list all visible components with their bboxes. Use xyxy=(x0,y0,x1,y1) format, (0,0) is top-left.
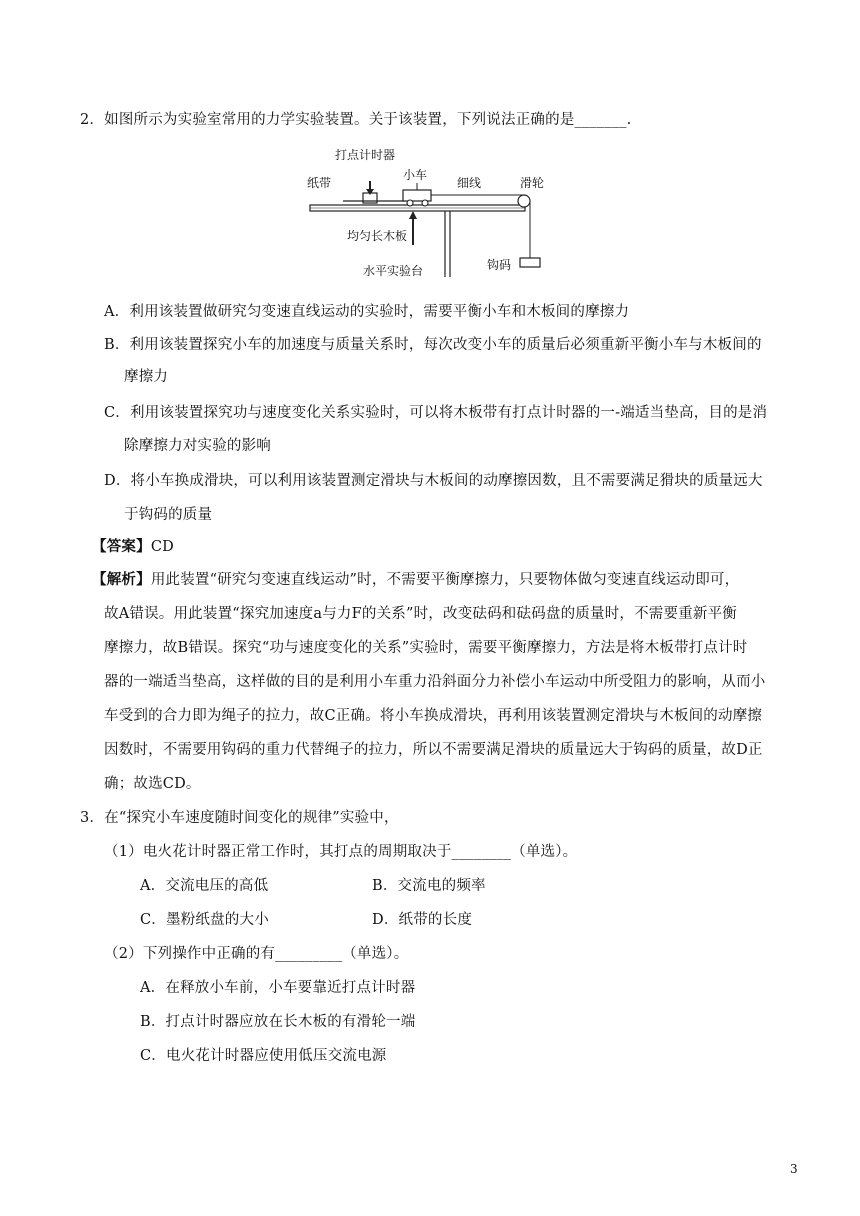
analysis-line-7: 确；故选CD。 xyxy=(104,776,201,792)
label-table: 水平实验台 xyxy=(363,264,424,278)
question-2-option-b-line-2: 摩擦力 xyxy=(124,369,169,385)
question-3-sub-1-option-c: C．墨粉纸盘的大小 xyxy=(140,912,269,928)
label-pulley: 滑轮 xyxy=(520,176,545,190)
cart xyxy=(403,190,431,201)
answer-line xyxy=(92,537,174,557)
question-3-sub-2-option-a: A．在释放小车前，小车要靠近打点计时器 xyxy=(140,980,416,996)
question-3-sub-1-option-d: D．纸带的长度 xyxy=(372,912,473,928)
analysis-line-2: 故A错误。用此装置“探究加速度a与力F的关系”时，改变砝码和砝码盘的质量时，不需要重新平衡 xyxy=(104,606,737,622)
question-2-option-c-line-2: 除摩擦力对实验的影响 xyxy=(124,438,271,454)
label-weight: 钩码 xyxy=(487,258,512,272)
pulley xyxy=(518,195,530,207)
analysis-line-4: 器的一端适当垫高，这样做的目的是利用小车重力沿斜面分力补偿小车运动中所受阻力的影响，从而小 xyxy=(104,674,766,690)
question-3-sub-2: （2）下列操作中正确的有_________（单选）。 xyxy=(104,946,409,962)
label-string: 细线 xyxy=(457,176,482,190)
analysis-line-6: 因数时，不需要用钩码的重力代替绳子的拉力，所以不需要满足滑块的质量远大于钩码的质量，故D正 xyxy=(104,742,763,758)
apparatus-diagram xyxy=(305,145,550,285)
question-3-sub-2-option-b: B．打点计时器应放在长木板的有滑轮一端 xyxy=(140,1014,416,1030)
page-number: 3 xyxy=(790,1162,798,1176)
question-3-sub-1-option-b: B．交流电的频率 xyxy=(372,878,486,894)
analysis-text-1: 用此装置“研究匀变速直线运动”时，不需要平衡摩擦力，只要物体做匀变速直线运动即可， xyxy=(150,572,740,588)
mechanics-apparatus-figure xyxy=(305,145,550,285)
question-2-option-b-line-1: B．利用该装置探究小车的加速度与质量关系时，每次改变小车的质量后必须重新平衡小车与木板间的 xyxy=(104,337,762,353)
question-3-sub-2-option-c: C．电火花计时器应使用低压交流电源 xyxy=(140,1048,387,1064)
question-2-option-c-line-1: C．利用该装置探究功与速度变化关系实验时，可以将木板带有打点计时器的一-端适当垫高，目的是消 xyxy=(104,405,768,421)
question-2-option-d-line-2: 于钩码的质量 xyxy=(124,507,213,523)
question-3-stem: 3．在“探究小车速度随时间变化的规律”实验中， xyxy=(80,810,399,826)
answer-tag: 【答案】 xyxy=(92,538,151,555)
question-2-stem: 2．如图所示为实验室常用的力学实验装置。关于该装置，下列说法正确的是_______. xyxy=(80,112,632,128)
hook-weight xyxy=(520,258,540,267)
label-cart: 小车 xyxy=(403,168,428,182)
question-3-sub-1: （1）电火花计时器正常工作时，其打点的周期取决于________（单选）。 xyxy=(104,844,578,860)
analysis-line-5: 车受到的合力即为绳子的拉力，故C正确。将小车换成滑块，再利用该装置测定滑块与木板间的动摩擦 xyxy=(104,708,763,724)
analysis-line-1 xyxy=(92,570,739,590)
label-board: 均匀长木板 xyxy=(347,229,408,243)
question-2-option-d-line-1: D．将小车换成滑块，可以利用该装置测定滑块与木板间的动摩擦因数，且不需要满足猾块的质量远大 xyxy=(104,473,763,489)
analysis-line-3: 摩擦力，故B错误。探究“功与速度变化的关系”实验时，需要平衡摩擦力，方法是将木板带打点计时 xyxy=(104,640,748,656)
label-tape: 纸带 xyxy=(307,176,332,190)
answer-value: CD xyxy=(150,539,174,555)
label-timer: 打点计时器 xyxy=(335,148,396,162)
analysis-tag: 【解析】 xyxy=(92,571,151,588)
question-3-sub-1-option-a: A．交流电压的高低 xyxy=(140,878,269,894)
question-2-option-a: A．利用该装置做研究匀变速直线运动的实验时，需要平衡小车和木板间的摩擦力 xyxy=(104,304,630,320)
